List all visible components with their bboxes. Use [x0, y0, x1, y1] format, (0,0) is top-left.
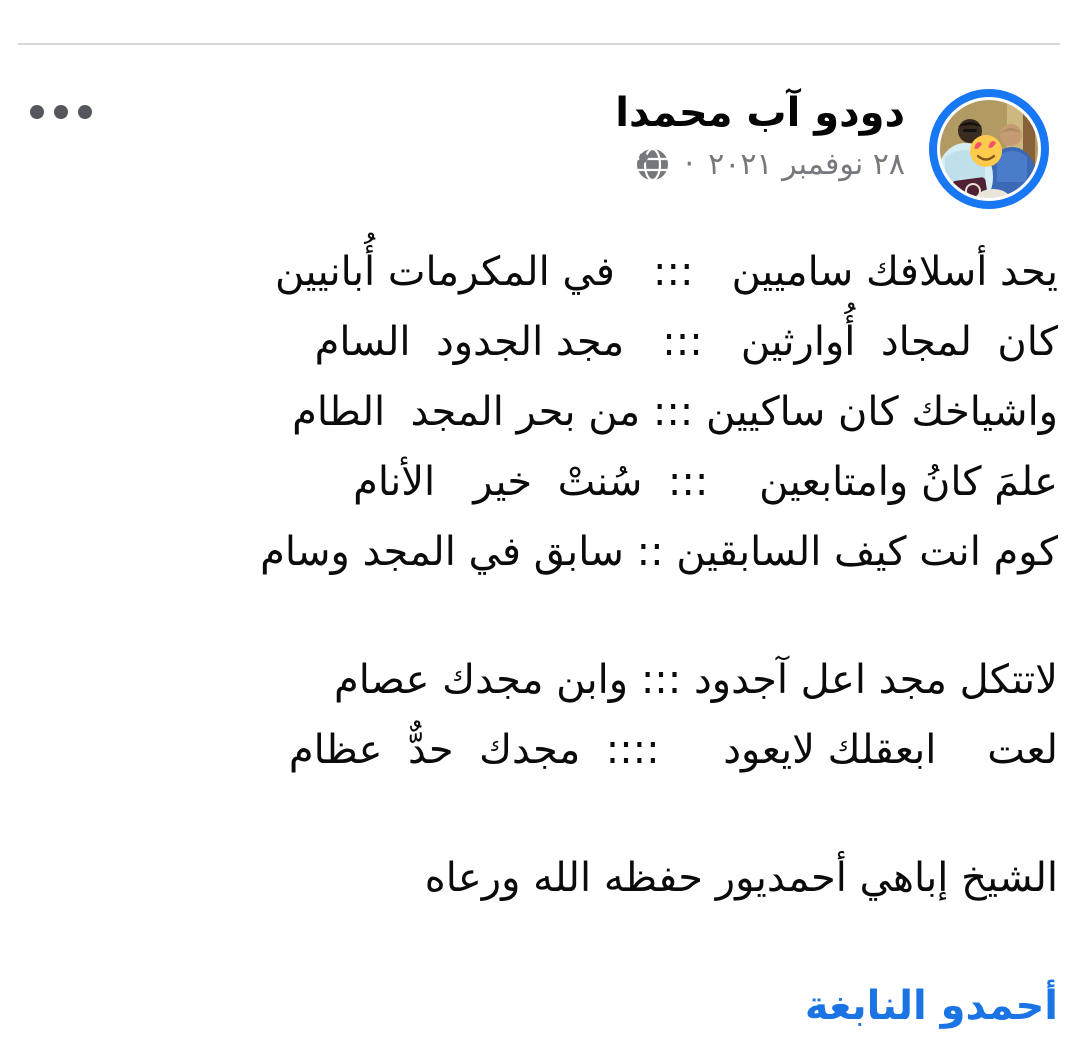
- poem-line: كوم انت كيف السابقين :: سابق في المجد وسام: [260, 529, 1058, 575]
- author-name[interactable]: دودو آب محمدا: [615, 90, 905, 136]
- top-divider: [18, 43, 1060, 45]
- poem-line: كان لمجاد أُوارثين ::: مجد الجدود السام: [314, 319, 1058, 365]
- three-dots-menu-icon: [54, 105, 68, 119]
- globe-public-icon: [634, 146, 671, 183]
- poem-line: لاتتكل مجد اعل آجدود ::: وابن مجدك عصام: [333, 657, 1058, 703]
- poem-line: يحد أسلافك ساميين ::: في المكرمات أُبانيين: [274, 249, 1058, 295]
- poem-dedication: [20, 843, 1058, 913]
- three-dots-menu-icon: [30, 105, 44, 119]
- post-options-button[interactable]: [30, 97, 92, 127]
- tag-link[interactable]: أحمدو النابغة: [804, 983, 1058, 1029]
- smiling-face-with-hearts-emoji: [970, 135, 1002, 167]
- timestamp[interactable]: ٢٨ نوفمبر ٢٠٢١: [708, 146, 905, 182]
- poem-line: واشياخك كان ساكيين ::: من بحر المجد الطام: [292, 389, 1058, 435]
- poem-line: لعت ابعقلك لايعود :::: مجدك حدٌّ عظام: [288, 727, 1058, 773]
- avatar-photo: [927, 87, 1051, 211]
- meta-separator: ·: [684, 146, 695, 182]
- poem-stanza-1: [20, 237, 1058, 587]
- post-header-text: [615, 90, 905, 183]
- avatar[interactable]: [927, 87, 1051, 211]
- three-dots-menu-icon: [78, 105, 92, 119]
- dedication-line: الشيخ إباهي أحمديور حفظه الله ورعاه: [424, 855, 1058, 901]
- poem-stanza-2: [20, 645, 1058, 785]
- post-meta: [615, 146, 905, 183]
- poem-line: علمَ كانُ وامتابعين ::: سُنتْ خير الأنام: [353, 459, 1058, 505]
- post-content: [20, 237, 1058, 1041]
